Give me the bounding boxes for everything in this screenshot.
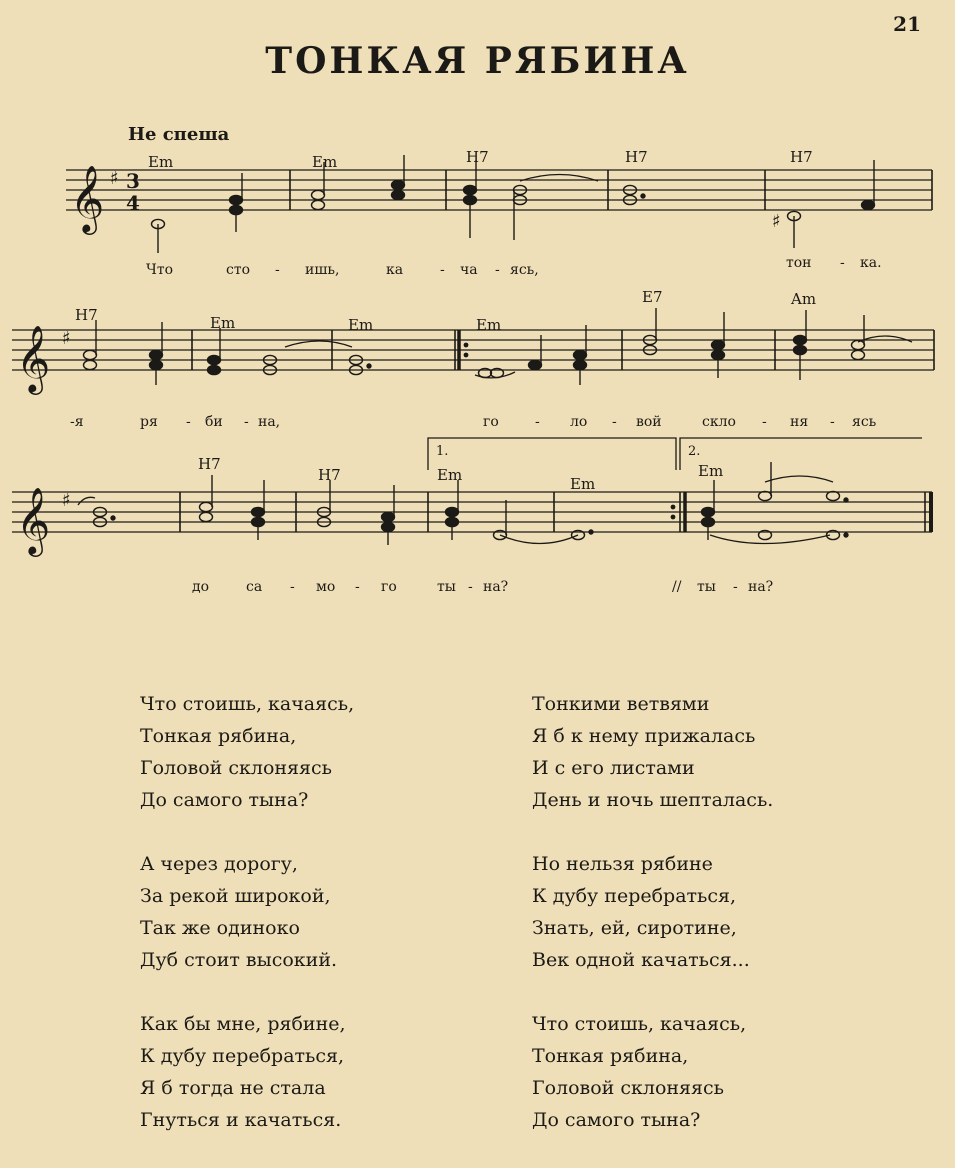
chord-symbol: Em xyxy=(476,316,502,334)
stanza xyxy=(140,688,354,816)
chord-symbol: H7 xyxy=(198,455,221,473)
lyric-syllable: // xyxy=(672,579,682,595)
verse-line: За рекой широкой, xyxy=(140,885,331,907)
chord-symbol: Am xyxy=(791,290,817,308)
lyric-syllable: - xyxy=(762,414,767,430)
lyric-syllable: сто xyxy=(226,262,251,278)
verse-line: И с его листами xyxy=(532,757,695,779)
verse-line: Так же одиноко xyxy=(140,917,300,939)
lyric-syllable: би xyxy=(205,414,223,430)
page-number: 21 xyxy=(893,12,921,36)
verse-line: Как бы мне, рябине, xyxy=(140,1013,346,1035)
lyric-syllable: мо xyxy=(316,579,336,595)
lyric-syllable: ты xyxy=(697,579,716,595)
verse-line: К дубу перебраться, xyxy=(140,1045,345,1067)
stanza xyxy=(140,1008,354,1136)
lyric-syllable: ишь, xyxy=(305,262,340,278)
verse-line: Головой склоняясь xyxy=(532,1077,725,1099)
verse-line: Что стоишь, качаясь, xyxy=(532,1013,747,1035)
lyric-syllable: ня xyxy=(790,414,809,430)
chord-symbol: E7 xyxy=(642,288,663,306)
lyric-syllable: го xyxy=(483,414,499,430)
lyric-syllable: - xyxy=(495,262,500,278)
stanza xyxy=(532,848,773,976)
lyric-syllable: - xyxy=(275,262,280,278)
lyric-syllable: ка. xyxy=(860,255,882,271)
lyric-syllable: ря xyxy=(140,414,158,430)
verse-line: Но нельзя рябине xyxy=(532,853,713,875)
volta-label: 1. xyxy=(436,444,449,459)
lyric-syllable: - xyxy=(535,414,540,430)
time-signature-bottom: 4 xyxy=(126,191,140,215)
chord-symbol: Em xyxy=(210,314,236,332)
stanza xyxy=(532,688,773,816)
sharp-icon: ♯ xyxy=(110,168,119,189)
chord-symbol: Em xyxy=(570,475,596,493)
song-title: ТОНКАЯ РЯБИНА xyxy=(265,40,690,82)
chord-symbol: H7 xyxy=(790,148,813,166)
lyric-syllable: Что xyxy=(146,262,173,278)
tempo-marking: Не спеша xyxy=(128,124,230,145)
lyric-syllable: ча xyxy=(460,262,478,278)
lyric-syllable: - xyxy=(186,414,191,430)
lyric-syllable: вой xyxy=(636,414,662,430)
verse-line: Тонкими ветвями xyxy=(532,693,710,715)
stanza xyxy=(140,848,354,976)
lyric-syllable: на? xyxy=(483,579,509,595)
staff-3 xyxy=(12,492,932,532)
lyric-syllable: - xyxy=(830,414,835,430)
lyric-syllable: - xyxy=(840,255,845,271)
lyric-syllable: - xyxy=(440,262,445,278)
verse-line: До самого тына? xyxy=(532,1109,701,1131)
verses-right-column xyxy=(532,688,773,1168)
chord-symbol: H7 xyxy=(318,466,341,484)
verse-line: Тонкая рябина, xyxy=(140,725,297,747)
sheet-music xyxy=(0,140,955,600)
verse-line: К дубу перебраться, xyxy=(532,885,737,907)
verse-line: День и ночь шепталась. xyxy=(532,789,774,811)
treble-clef-icon: 𝄞 xyxy=(16,486,51,554)
chord-symbol: Em xyxy=(437,466,463,484)
lyric-syllable: - xyxy=(612,414,617,430)
lyric-syllable: го xyxy=(381,579,397,595)
chord-symbol: Em xyxy=(348,316,374,334)
verse-line: Я б тогда не стала xyxy=(140,1077,326,1099)
verse-line: Головой склоняясь xyxy=(140,757,333,779)
sharp-icon: ♯ xyxy=(62,490,71,511)
verse-line: Я б к нему прижалась xyxy=(532,725,756,747)
lyric-syllable: - xyxy=(290,579,295,595)
ties xyxy=(78,175,912,544)
verse-line: До самого тына? xyxy=(140,789,309,811)
lyric-syllable: са xyxy=(246,579,263,595)
treble-clef-icon: 𝄞 xyxy=(16,324,51,392)
lyric-syllable: - xyxy=(355,579,360,595)
lyric-syllable: до xyxy=(192,579,210,595)
lyric-syllable: на? xyxy=(748,579,774,595)
treble-clef-icon: 𝄞 xyxy=(70,164,105,232)
chord-symbol: Em xyxy=(148,153,174,171)
lyric-syllable: тон xyxy=(786,255,812,271)
volta-label: 2. xyxy=(688,444,701,459)
verse-line: Дуб стоит высокий. xyxy=(140,949,338,971)
barlines xyxy=(180,170,934,532)
chord-symbol: H7 xyxy=(466,148,489,166)
verse-line: Тонкая рябина, xyxy=(532,1045,689,1067)
verse-line: Гнуться и качаться. xyxy=(140,1109,342,1131)
lyric-syllable: ясь, xyxy=(510,262,539,278)
chord-symbol: H7 xyxy=(75,306,98,324)
lyric-syllable: - xyxy=(468,579,473,595)
lyric-syllable: -я xyxy=(70,414,84,430)
lyric-syllable: на, xyxy=(258,414,281,430)
sharp-icon: ♯ xyxy=(62,328,71,349)
chord-symbol: Em xyxy=(698,462,724,480)
verse-line: А через дорогу, xyxy=(140,853,298,875)
lyric-syllable: - xyxy=(733,579,738,595)
staff-1 xyxy=(66,170,932,210)
lyric-syllable: - xyxy=(244,414,249,430)
verse-line: Знать, ей, сиротине, xyxy=(532,917,737,939)
lyric-syllable: ты xyxy=(437,579,456,595)
verses-left-column xyxy=(140,688,354,1168)
lyric-syllable: ло xyxy=(570,414,588,430)
chord-symbol: H7 xyxy=(625,148,648,166)
stanza xyxy=(532,1008,773,1136)
verse-line: Что стоишь, качаясь, xyxy=(140,693,355,715)
sharp-accidental-icon: ♯ xyxy=(772,211,781,232)
lyric-syllable: скло xyxy=(702,414,736,430)
lyric-syllable: ясь xyxy=(852,414,877,430)
volta-brackets xyxy=(428,438,922,470)
chord-symbol: Em xyxy=(312,153,338,171)
lyric-syllable: ка xyxy=(386,262,404,278)
verse-line: Век одной качаться... xyxy=(532,949,750,971)
time-signature-top: 3 xyxy=(126,169,140,193)
